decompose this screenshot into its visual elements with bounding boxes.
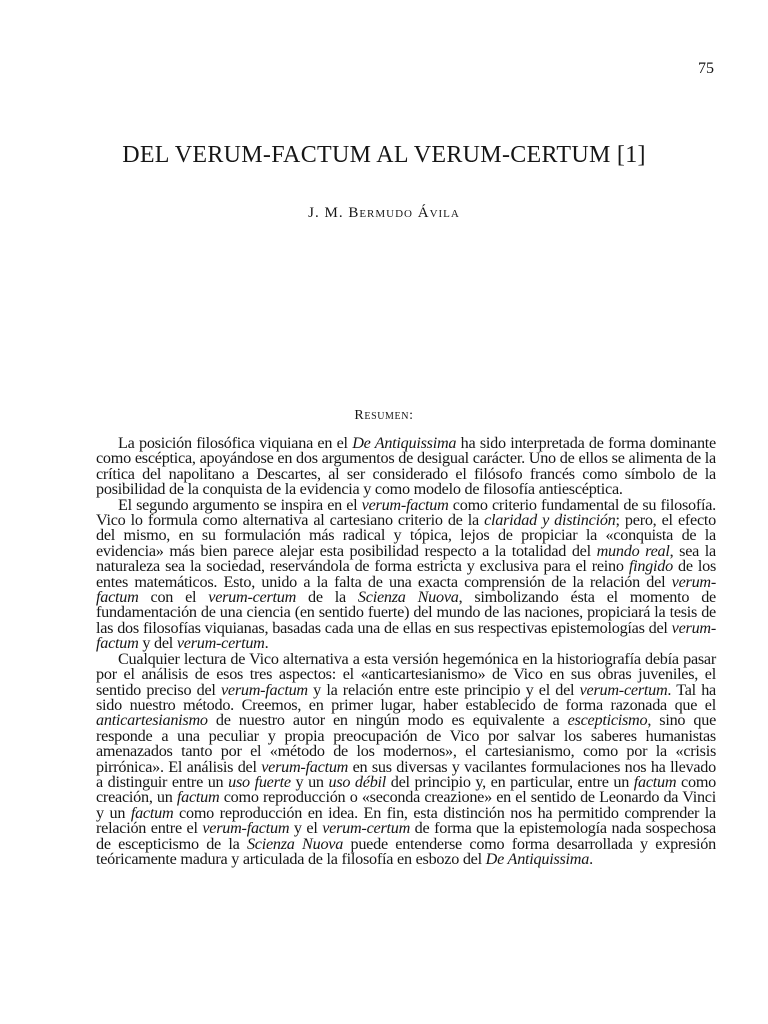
italic-term: uso débil [328, 772, 387, 791]
italic-term: factum [130, 803, 174, 822]
author-name: J. M. Bermudo Ávila [308, 205, 460, 221]
italic-term: anticartesianismo [96, 711, 208, 730]
italic-term: verum-factum [261, 757, 349, 776]
italic-term: fingido [628, 557, 673, 576]
italic-term: verum-factum [220, 680, 308, 699]
italic-term: verum-certum [208, 588, 297, 607]
abstract-paragraph-2: El segundo argumento se inspira en el verum-factum como criterio fundamental de su filosofía. Vico lo formula como alternativa al cartesiano criterio de la claridad y distinción; pero, el efecto del mismo, en su formulación más radical y tópica, lejos de propiciar la «conquista de la evidencia» más bien parece alejar esta posibilidad respecto a la totalidad del mundo real, sea la naturaleza sea la sociedad, reservándola de forma estricta y exclusiva para el reino fingido de los entes matemáticos. Esto, unido a la falta de una exacta comprensión de la relación del verum-factum con el verum-certum de la Scienza Nuova, simbolizando ésta el momento de fundamentación de una ciencia (en sentido fuerte) del mundo de las naciones, propiciará la tesis de las dos filosofías viquianas, basadas cada una de ellas en sus respectivas epistemologías del verum-factum y del verum-certum. [96, 495, 717, 653]
italic-term: verum-factum [96, 572, 716, 607]
italic-term: De Antiquissima [352, 434, 457, 452]
italic-term: Scienza Nuova [246, 834, 344, 853]
italic-term: verum-factum [202, 819, 290, 838]
italic-term: verum-certum [176, 634, 265, 653]
abstract-heading: Resumen: [354, 408, 414, 423]
italic-term: claridad y distinción [484, 511, 616, 530]
abstract-paragraph-1: La posición filosófica viquiana en el De Antiquissima ha sido interpretada de forma dominante como escéptica, apoyándose en dos argumentos de desigual carácter. Uno de ellos se alimenta de la crítica del napolitano a Descartes, al ser considerado el filósofo francés como símbolo de la posibilidad de la conquista de la evidencia y como modelo de filosofía antiescéptica. [96, 434, 716, 499]
italic-term: uso fuerte [228, 772, 291, 791]
italic-term: Scienza Nuova [357, 588, 459, 607]
abstract-body [96, 436, 716, 867]
italic-term: factum [176, 788, 220, 807]
article-title: DEL VERUM-FACTUM AL VERUM-CERTUM [1] [122, 142, 646, 168]
italic-term: verum-certum [579, 680, 668, 699]
italic-term: escepticismo [567, 711, 648, 730]
italic-term: factum [633, 772, 677, 791]
italic-term: verum-factum [96, 618, 716, 653]
italic-term: verum-factum [361, 495, 449, 514]
abstract-paragraph-3: Cualquier lectura de Vico alternativa a esta versión hegemónica en la historiografía debía pasar por el análisis de esos tres aspectos: el «anticartesianismo» de Vico en sus obras juveniles, el sentido preciso del verum-factum y la relación entre este principio y el del verum-certum. Tal ha sido nuestro método. Creemos, en primer lugar, haber establecido de forma razonada que el anticartesianismo de nuestro autor en ningún modo es equivalente a escepticismo, sino que responde a una peculiar y propia preocupación de Vico por salvar los saberes humanistas amenazados tanto por el «método de los modernos», el cartesianismo, como por la «crisis pirrónica». El análisis del verum-factum en sus diversas y vacilantes formulaciones nos ha llevado a distinguir entre un uso fuerte y un uso débil del principio y, en particular, entre un factum como creación, un factum como reproducción o «seconda creazione» en el sentido de Leonardo da Vinci y un factum como reproducción en idea. En fin, esta distinción nos ha permitido comprender la relación entre el verum-factum y el verum-certum de forma que la epistemología nada sospechosa de escepticismo de la Scienza Nuova puede entenderse como forma desarrollada y expresión teóricamente madura y articulada de la filosofía en esbozo del De Antiquissima. [96, 649, 716, 868]
italic-term: verum-certum [322, 819, 411, 838]
italic-term: De Antiquissima [485, 849, 590, 868]
page-number: 75 [698, 60, 714, 77]
italic-term: mundo real [596, 541, 670, 560]
